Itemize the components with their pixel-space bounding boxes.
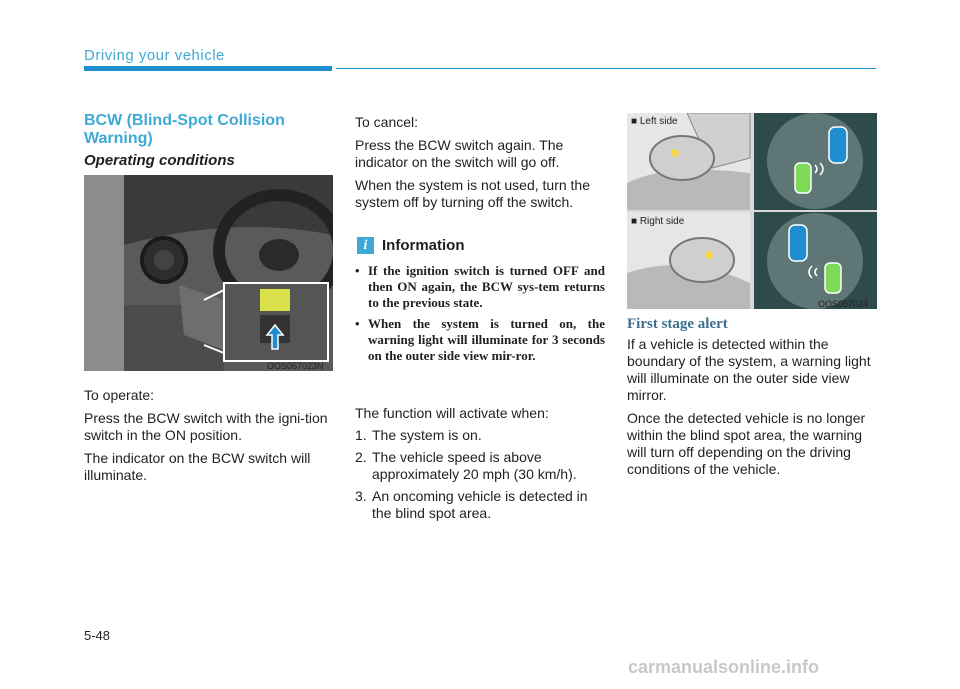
condition-item: 1. The system is on. xyxy=(355,427,482,443)
watermark: carmanualsonline.info xyxy=(628,657,820,677)
right-text xyxy=(627,336,879,478)
indicator-paragraph: The indicator on the BCW switch will illuminate. xyxy=(84,450,311,483)
info-bullet: • If the ignition switch is turned OFF and then ON again, the BCW sys-tem returns to the previous state. xyxy=(355,263,605,311)
to-operate-label: To operate: xyxy=(84,387,155,403)
not-used-paragraph: When the system is not used, turn the system off by turning off the switch. xyxy=(355,177,591,210)
section-title: Driving your vehicle xyxy=(84,47,225,64)
info-bullets xyxy=(355,263,605,369)
mirror-figure xyxy=(627,113,877,309)
right-side-label: ■ Right side xyxy=(631,216,685,227)
operating-conditions-heading: Operating conditions xyxy=(84,152,235,169)
first-stage-heading: First stage alert xyxy=(627,316,728,332)
dashboard-figure xyxy=(84,175,333,371)
info-title: Information xyxy=(382,237,465,254)
figure-caption-1: OOS057023N xyxy=(267,361,324,371)
info-bullet: • When the system is turned on, the warning light will illuminate for 3 seconds on the outer side view mir-ror. xyxy=(355,316,605,364)
info-icon: i xyxy=(357,237,374,254)
condition-item: 3. An oncoming vehicle is detected in the blind spot area. xyxy=(355,488,588,521)
dashboard-illustration xyxy=(84,175,333,371)
middle-text xyxy=(355,114,605,211)
condition-item: 2. The vehicle speed is above approximately 20 mph (30 km/h). xyxy=(355,449,577,482)
mirror-illustration xyxy=(627,113,877,309)
bcw-heading: BCW (Blind-Spot Collision Warning) xyxy=(84,112,285,147)
header-rule-thin xyxy=(336,68,876,69)
warning-off-paragraph: Once the detected vehicle is no longer within the blind spot area, the warning will turn off depending on the driving conditions of the vehicle. xyxy=(627,410,866,477)
activation-conditions xyxy=(355,427,605,527)
left-text xyxy=(84,387,334,484)
operate-paragraph: Press the BCW switch with the igni-tion switch in the ON position. xyxy=(84,410,328,443)
first-stage-paragraph: If a vehicle is detected within the boundary of the system, a warning light will illuminate on the outer side view mirror. xyxy=(627,336,871,403)
cancel-paragraph: Press the BCW switch again. The indicator on the switch will go off. xyxy=(355,137,564,170)
activate-intro: The function will activate when: xyxy=(355,405,549,421)
to-cancel-label: To cancel: xyxy=(355,114,419,130)
left-side-label: ■ Left side xyxy=(631,116,678,127)
page-number: 5-48 xyxy=(84,628,111,643)
header-rule-thick xyxy=(84,66,332,71)
figure-caption-2: OOS057024 xyxy=(818,299,869,309)
